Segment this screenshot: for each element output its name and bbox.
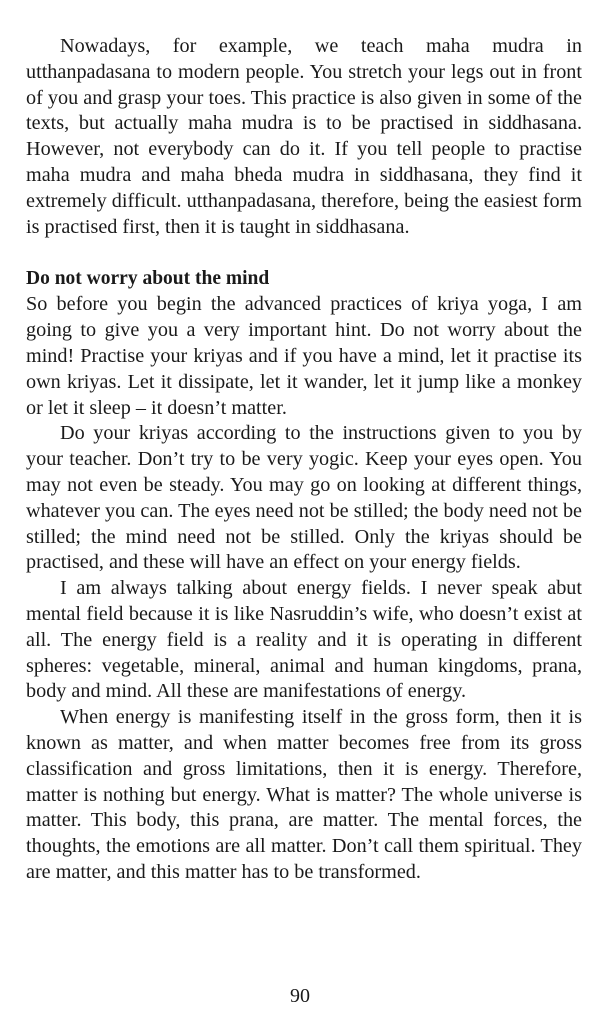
intro-paragraph: Nowadays, for example, we teach maha mudra in utthanpadasana to modern people. You stretch your legs out in front of you and grasp your toes. This practice is also given in some of the texts, but actually maha mudra is to be practised in siddhasana. However, not everybody can do it. If you tell people to practise maha mudra and maha bheda mudra in siddhasana, they find it extremely difficult. utthanpadasana, therefore, being the easiest form is practised first, then it is taught in siddhasana.: [26, 35, 582, 238]
page-number: 90: [290, 985, 310, 1007]
section-paragraph-4: When energy is manifesting itself in the gross form, then it is known as matter, and when matter becomes free from its gross classification and gross limitations, then it is energy. Therefore, matter is nothing but energy. What is matter? The whole universe is matter. This body, this prana, are matter. The mental forces, the thoughts, the emotions are all matter. Don’t call them spiritual. They are matter, and this matter has to be transformed.: [26, 706, 582, 883]
section-heading: Do not worry about the mind: [26, 268, 270, 290]
section-paragraph-2: Do your kriyas according to the instructions given to you by your teacher. Don’t try to be very yogic. Keep your eyes open. You may not even be steady. You may go on looking at different things, whatever you can. The eyes need not be stilled; the body need not be stilled; the mind need not be stilled. Only the kriyas should be practised, and these will have an effect on your energy fields.: [26, 422, 582, 574]
page-body: [26, 34, 582, 886]
section-paragraph-1: So before you begin the advanced practices of kriya yoga, I am going to give you a very important hint. Do not worry about the mind! Practise your kriyas and if you have a mind, let it practise its own kriyas. Let it dissipate, let it wander, let it jump like a monkey or let it sleep – it doesn’t matter.: [26, 293, 582, 419]
section-paragraph-3: I am always talking about energy fields. I never speak abut mental field because it is like Nasruddin’s wife, who doesn’t exist at all. The energy field is a reality and it is operating in different spheres: vegetable, mineral, animal and human kingdoms, prana, body and mind. All these are manifestations of energy.: [26, 577, 582, 703]
